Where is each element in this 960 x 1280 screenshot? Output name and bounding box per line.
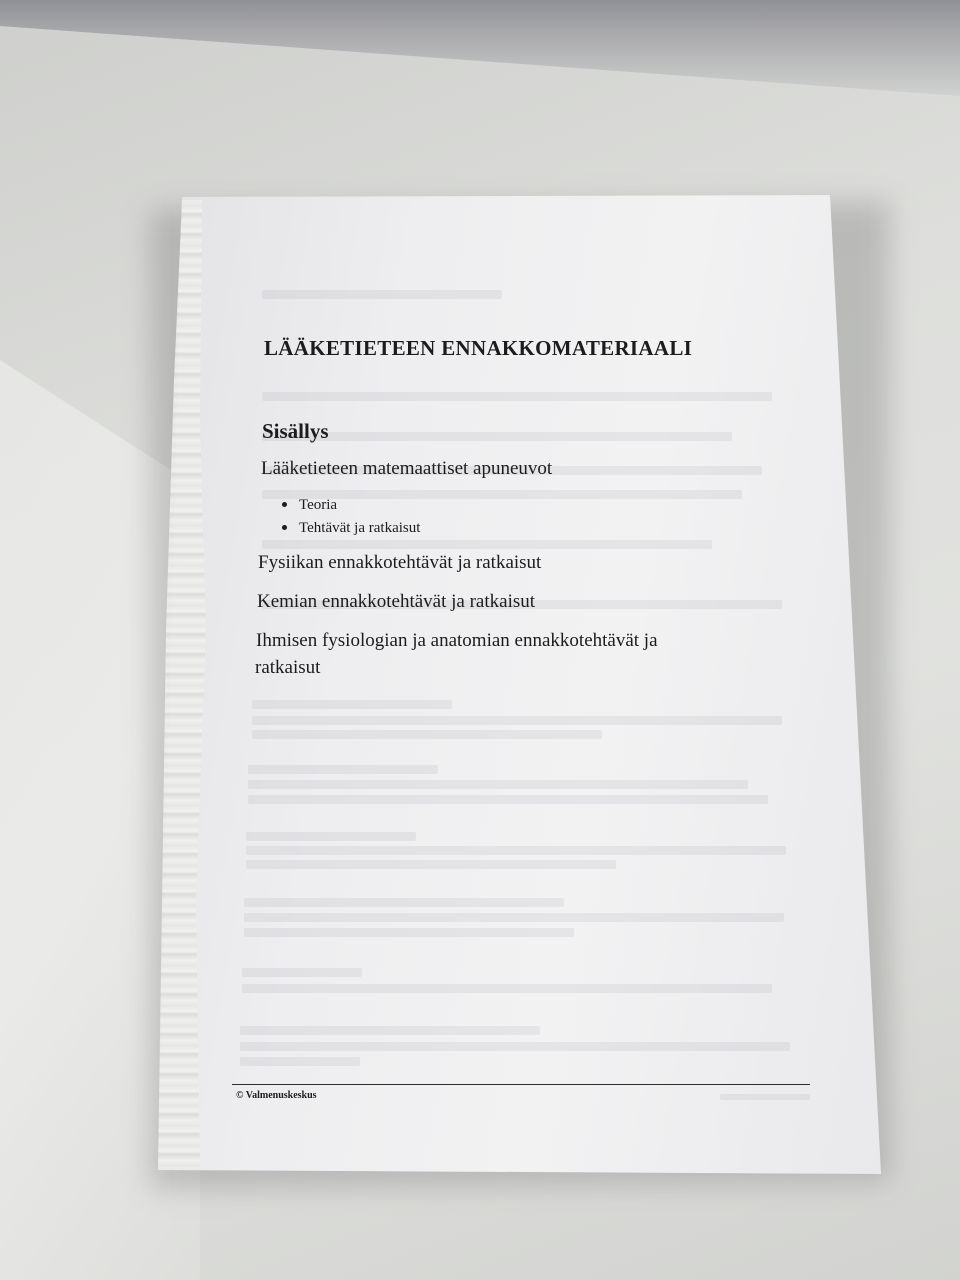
- toc-item-chemistry: Kemian ennakkotehtävät ja ratkaisut: [257, 591, 536, 612]
- footer-divider: [232, 1084, 810, 1085]
- toc-sublist: [282, 494, 420, 540]
- toc-subitem: Teoria: [282, 494, 420, 517]
- bullet-icon: [282, 525, 287, 530]
- toc-item-physiology: Ihmisen fysiologian ja anatomian ennakkotehtävät ja: [256, 630, 658, 651]
- document-title: LÄÄKETIETEEN ENNAKKOMATERIAALI: [264, 336, 693, 360]
- toc-item-math: Lääketieteen matemaattiset apuneuvot: [261, 458, 553, 479]
- toc-item-physiology-cont: ratkaisut: [255, 657, 321, 678]
- toc-heading: Sisällys: [262, 419, 329, 443]
- bullet-icon: [282, 502, 287, 507]
- copyright-notice: © Valmenuskeskus: [236, 1090, 317, 1101]
- toc-item-physics: Fysiikan ennakkotehtävät ja ratkaisut: [258, 552, 542, 573]
- toc-subitem: Tehtävät ja ratkaisut: [282, 517, 420, 540]
